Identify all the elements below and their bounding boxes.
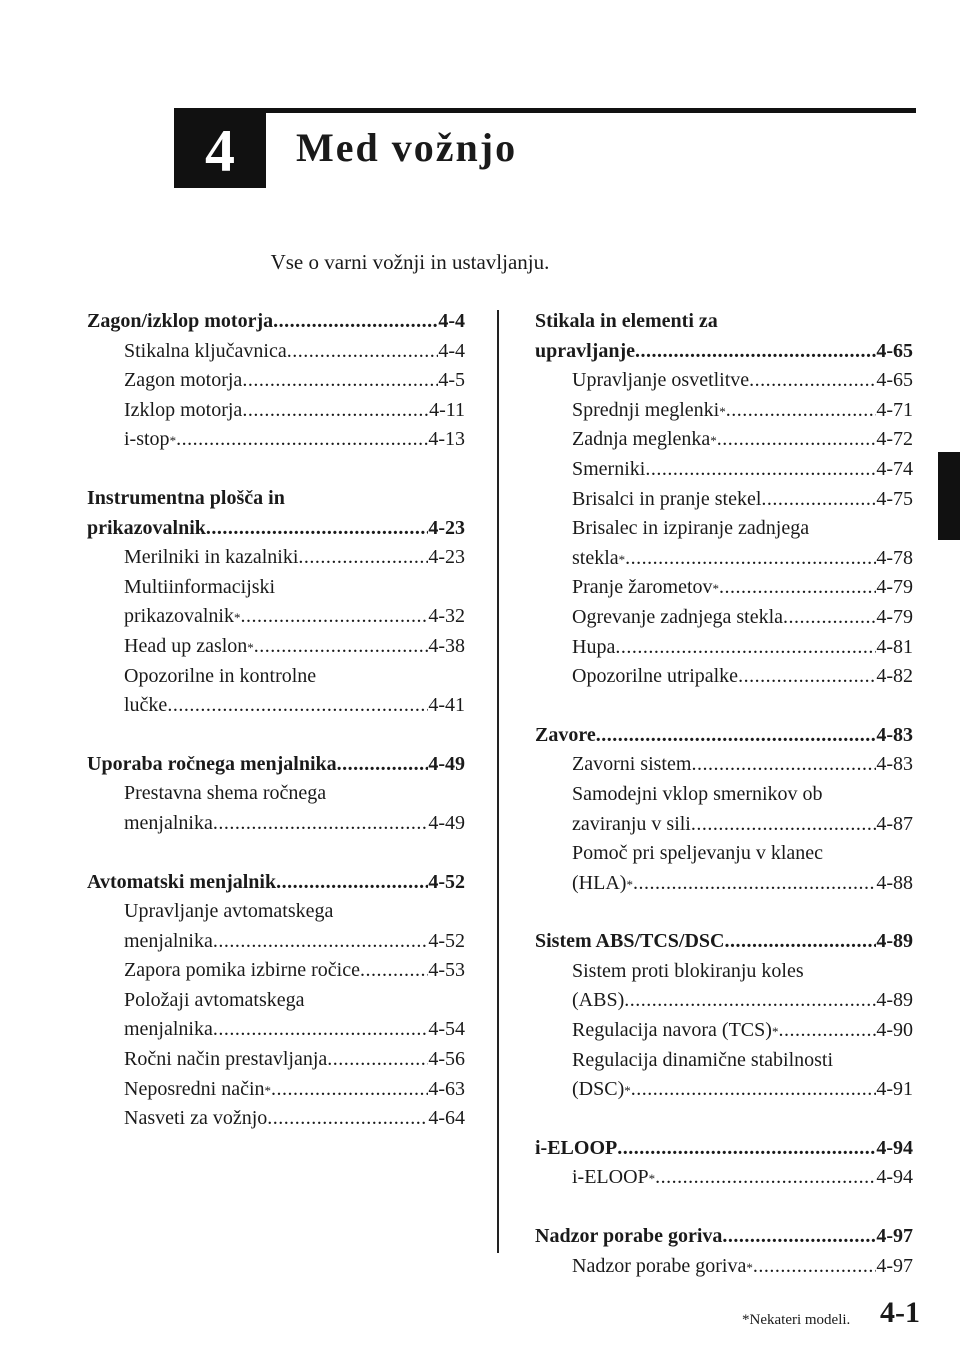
- toc-entry[interactable]: Pranje žarometov * ..... 4-79: [535, 573, 913, 603]
- dot-leader: [298, 543, 428, 573]
- toc-entry[interactable]: [535, 986, 913, 1016]
- toc-entry[interactable]: [87, 986, 465, 1016]
- toc-entry[interactable]: [535, 839, 913, 869]
- toc-entry-label: Uporaba ročnega menjalnika: [87, 752, 337, 775]
- toc-page-number: 4-56: [428, 1048, 465, 1071]
- toc-entry[interactable]: Nadzor porabe goriva * ..... 4-97: [535, 1252, 913, 1282]
- dot-leader: [645, 455, 876, 485]
- toc-entry-label: i-ELOOP: [535, 1136, 618, 1159]
- toc-page-number: 4-54: [428, 1018, 465, 1041]
- toc-entry-label: Zadnja meglenka: [572, 428, 711, 451]
- toc-entry[interactable]: [87, 573, 465, 603]
- toc-page-number: 4-4: [438, 339, 465, 362]
- toc-entry-label: Merilniki in kazalniki: [124, 546, 299, 569]
- toc-section-heading[interactable]: [535, 337, 913, 367]
- toc-entry[interactable]: stekla * ..... 4-78: [535, 544, 913, 574]
- toc-page-number: 4-71: [876, 398, 913, 421]
- toc-page-number: 4-11: [429, 398, 465, 421]
- dot-leader: [267, 1104, 428, 1134]
- chapter-top-rule: [174, 108, 916, 113]
- toc-page-number: 4-38: [428, 634, 465, 657]
- toc-entry-label: menjalnika: [124, 811, 213, 834]
- chapter-number-box: [174, 113, 266, 188]
- toc-section: [535, 927, 913, 1105]
- toc-page-number: 4-78: [876, 546, 913, 569]
- dot-leader: [615, 633, 876, 663]
- toc-section-heading[interactable]: [87, 750, 465, 780]
- toc-page-number: 4-82: [876, 665, 913, 688]
- dot-leader: [596, 721, 877, 751]
- toc-page-number: 4-81: [876, 635, 913, 658]
- dot-leader: [337, 750, 429, 780]
- dot-leader: [327, 1045, 428, 1075]
- toc-entry-label: Upravljanje avtomatskega: [124, 900, 334, 923]
- toc-entry-label: Ročni način prestavljanja: [124, 1048, 328, 1071]
- toc-section: [87, 750, 465, 839]
- toc-entry-label: Ogrevanje zadnjega stekla: [572, 605, 784, 628]
- dot-leader: [725, 927, 877, 957]
- dot-leader: [271, 1075, 428, 1105]
- dot-leader: [749, 366, 876, 396]
- toc-entry[interactable]: [535, 662, 913, 692]
- toc-section-heading[interactable]: [535, 1134, 913, 1164]
- toc-entry-label: prikazovalnik: [87, 516, 206, 539]
- toc-page-number: 4-63: [428, 1077, 465, 1100]
- toc-section: [87, 307, 465, 455]
- toc-page-number: 4-79: [876, 576, 913, 599]
- toc-entry-label: Stikala in elementi za: [535, 310, 718, 332]
- toc-page-number: 4-75: [876, 487, 913, 510]
- dot-leader: [273, 307, 438, 337]
- dot-leader: [726, 396, 877, 426]
- toc-entry[interactable]: [535, 810, 913, 840]
- toc-entry[interactable]: [535, 957, 913, 987]
- toc-entry-label: Nasveti za vožnjo: [124, 1107, 268, 1130]
- toc-section: [87, 484, 465, 721]
- toc-entry-label: menjalnika: [124, 1018, 213, 1041]
- toc-entry[interactable]: [87, 1045, 465, 1075]
- toc-entry[interactable]: [87, 1104, 465, 1134]
- toc-entry-label: Smerniki: [572, 457, 646, 480]
- dot-leader: [254, 632, 429, 662]
- toc-entry[interactable]: [87, 366, 465, 396]
- toc-left-column: [87, 307, 465, 1163]
- toc-entry[interactable]: i-stop * ..... 4-13: [87, 425, 465, 455]
- toc-entry[interactable]: [535, 780, 913, 810]
- toc-entry[interactable]: [87, 543, 465, 573]
- toc-entry[interactable]: [535, 1046, 913, 1076]
- dot-leader: [783, 603, 876, 633]
- toc-entry-label: i-stop: [124, 428, 170, 451]
- toc-entry[interactable]: [535, 633, 913, 663]
- toc-entry[interactable]: [87, 1015, 465, 1045]
- toc-section: [535, 1222, 913, 1281]
- dot-leader: [213, 1015, 428, 1045]
- dot-leader: [276, 868, 428, 898]
- toc-page-number: 4-13: [428, 428, 465, 451]
- toc-section: [87, 868, 465, 1134]
- dot-leader: [625, 544, 876, 574]
- toc-entry-label: (ABS): [572, 989, 625, 1012]
- toc-entry-label: Upravljanje osvetlitve: [572, 369, 750, 392]
- dot-leader: [287, 337, 439, 367]
- toc-entry[interactable]: [87, 691, 465, 721]
- toc-entry-label: Opozorilne utripalke: [572, 665, 739, 688]
- dot-leader: [176, 425, 428, 455]
- toc-entry-label: Nadzor porabe goriva: [572, 1254, 747, 1277]
- toc-entry[interactable]: [535, 514, 913, 544]
- toc-entry[interactable]: [535, 750, 913, 780]
- toc-page-number: 4-89: [876, 930, 913, 953]
- dot-leader: [617, 1134, 876, 1164]
- toc-entry-label: Regulacija dinamične stabilnosti: [572, 1048, 834, 1071]
- toc-page-number: 4-23: [428, 516, 465, 539]
- toc-entry-label: upravljanje: [535, 339, 635, 362]
- toc-entry-label: Avtomatski menjalnik: [87, 870, 277, 893]
- toc-right-column: [535, 307, 913, 1310]
- toc-entry[interactable]: [87, 927, 465, 957]
- toc-page-number: 4-83: [876, 753, 913, 776]
- toc-entry-label: Položaji avtomatskega: [124, 988, 305, 1011]
- toc-entry[interactable]: [87, 337, 465, 367]
- toc-entry-label: Samodejni vklop smernikov ob: [572, 782, 823, 805]
- toc-entry-label: Zagon/izklop motorja: [87, 310, 274, 332]
- dot-leader: [633, 869, 876, 899]
- dot-leader: [213, 809, 428, 839]
- toc-page-number: 4-94: [876, 1166, 913, 1189]
- footer-page-number: 4-1: [880, 1296, 920, 1329]
- toc-page-number: 4-32: [428, 605, 465, 628]
- toc-entry-label: Zagon motorja: [124, 369, 243, 392]
- toc-entry-label: Pomoč pri speljevanju v klanec: [572, 842, 824, 865]
- toc-section-heading[interactable]: [535, 927, 913, 957]
- toc-entry-label: menjalnika: [124, 929, 213, 952]
- toc-entry[interactable]: (DSC) * ..... 4-91: [535, 1075, 913, 1105]
- dot-leader: [206, 514, 428, 544]
- toc-section-heading[interactable]: [535, 721, 913, 751]
- chapter-number: 4: [205, 117, 235, 184]
- dot-leader: [719, 573, 876, 603]
- dot-leader: [624, 986, 876, 1016]
- toc-page-number: 4-74: [876, 457, 913, 480]
- toc-entry[interactable]: [87, 779, 465, 809]
- toc-entry-label: Sistem proti blokiranju koles: [572, 959, 804, 982]
- toc-page-number: 4-64: [428, 1107, 465, 1130]
- dot-leader: [242, 396, 429, 426]
- chapter-title: Med vožnjo: [296, 125, 518, 170]
- toc-entry-label: Pranje žarometov: [572, 576, 713, 599]
- toc-entry-label: Zapora pomika izbirne ročice: [124, 959, 360, 982]
- toc-entry[interactable]: Regulacija navora (TCS) * ..... 4-90: [535, 1016, 913, 1046]
- dot-leader: [761, 485, 876, 515]
- toc-page-number: 4-49: [428, 752, 465, 775]
- toc-page-number: 4-49: [428, 811, 465, 834]
- toc-entry[interactable]: prikazovalnik * ..... 4-32: [87, 602, 465, 632]
- toc-entry-label: Zavore: [535, 723, 596, 746]
- toc-entry[interactable]: [87, 396, 465, 426]
- toc-entry-label: zaviranju v sili: [572, 812, 691, 835]
- toc-page-number: 4-94: [876, 1136, 913, 1159]
- toc-section-heading[interactable]: [87, 868, 465, 898]
- column-divider: [497, 310, 499, 1253]
- toc-entry-label: Head up zaslon: [124, 634, 248, 657]
- dot-leader: [753, 1252, 876, 1282]
- toc-entry-label: (DSC): [572, 1078, 625, 1101]
- toc-entry-label: Brisalci in pranje stekel: [572, 487, 762, 510]
- toc-entry[interactable]: [535, 366, 913, 396]
- toc-page-number: 4-90: [876, 1019, 913, 1042]
- toc-section-heading[interactable]: [87, 307, 465, 337]
- toc-page-number: 4-88: [876, 871, 913, 894]
- dot-leader: [240, 602, 428, 632]
- chapter-subtitle: Vse o varni vožnji in ustavljanju.: [270, 250, 550, 274]
- toc-entry-label: prikazovalnik: [124, 605, 234, 628]
- toc-entry-label: Izklop motorja: [124, 398, 243, 421]
- toc-entry-label: Stikalna ključavnica: [124, 339, 287, 362]
- dot-leader: [691, 810, 876, 840]
- footer-note: *Nekateri modeli.: [742, 1312, 851, 1328]
- toc-entry-label: Prestavna shema ročnega: [124, 782, 327, 805]
- toc-page-number: 4-65: [876, 369, 913, 392]
- toc-entry[interactable]: (HLA) * ..... 4-88: [535, 869, 913, 899]
- dot-leader: [691, 750, 876, 780]
- toc-entry[interactable]: [87, 897, 465, 927]
- toc-entry-label: Nadzor porabe goriva: [535, 1225, 723, 1248]
- toc-page-number: 4-23: [428, 546, 465, 569]
- toc-section: [535, 721, 913, 899]
- toc-entry-label: Sistem ABS/TCS/DSC: [535, 930, 725, 953]
- toc-entry-label: Brisalec in izpiranje zadnjega: [572, 517, 810, 540]
- dot-leader: [167, 691, 428, 721]
- toc-section-heading[interactable]: [535, 1222, 913, 1252]
- toc-page-number: 4-53: [428, 959, 465, 982]
- toc-entry-label: Sprednji meglenki: [572, 398, 720, 421]
- toc-entry[interactable]: i-ELOOP * ..... 4-94: [535, 1163, 913, 1193]
- toc-entry-label: stekla: [572, 546, 619, 569]
- toc-entry[interactable]: [535, 485, 913, 515]
- dot-leader: [213, 927, 428, 957]
- toc-page-number: 4-52: [428, 929, 465, 952]
- dot-leader: [778, 1016, 876, 1046]
- toc-entry[interactable]: [87, 662, 465, 692]
- toc-entry-label: lučke: [124, 694, 168, 717]
- toc-page-number: 4-83: [876, 723, 913, 746]
- toc-entry-label: Regulacija navora (TCS): [572, 1019, 772, 1042]
- toc-page-number: 4-41: [428, 694, 465, 717]
- toc-entry-label: Zavorni sistem: [572, 753, 692, 776]
- toc-entry-label: Neposredni način: [124, 1077, 265, 1100]
- toc-page-number: 4-79: [876, 605, 913, 628]
- dot-leader: [738, 662, 876, 692]
- toc-entry[interactable]: [87, 956, 465, 986]
- toc-page-number: 4-5: [438, 369, 465, 392]
- dot-leader: [242, 366, 438, 396]
- toc-section-heading[interactable]: [87, 514, 465, 544]
- toc-entry[interactable]: Sprednji meglenki * ..... 4-71: [535, 396, 913, 426]
- dot-leader: [722, 1222, 876, 1252]
- toc-page-number: 4-97: [876, 1254, 913, 1277]
- toc-entry-label: Instrumentna plošča in: [87, 486, 285, 509]
- toc-entry[interactable]: Head up zaslon * ..... 4-38: [87, 632, 465, 662]
- dot-leader: [360, 956, 428, 986]
- toc-entry-label: Multiinformacijski: [124, 575, 276, 598]
- toc-entry-label: i-ELOOP: [572, 1166, 649, 1189]
- toc-section-heading[interactable]: [535, 307, 913, 337]
- toc-page-number: 4-97: [876, 1225, 913, 1248]
- toc-entry[interactable]: Zadnja meglenka * ..... 4-72: [535, 425, 913, 455]
- toc-page-number: 4-72: [876, 428, 913, 451]
- toc-section: [535, 307, 913, 692]
- dot-leader: [655, 1163, 876, 1193]
- toc-page-number: 4-52: [428, 870, 465, 893]
- toc-entry-label: Hupa: [572, 635, 616, 658]
- toc-entry[interactable]: [535, 603, 913, 633]
- dot-leader: [635, 337, 876, 367]
- toc-entry-label: (HLA): [572, 871, 627, 894]
- toc-page-number: 4-89: [876, 989, 913, 1012]
- dot-leader: [717, 425, 877, 455]
- toc-page-number: 4-4: [438, 310, 465, 332]
- toc-page-number: 4-65: [876, 339, 913, 362]
- toc-section-heading[interactable]: [87, 484, 465, 514]
- toc-entry[interactable]: Neposredni način * ..... 4-63: [87, 1075, 465, 1105]
- toc-page-number: 4-87: [876, 812, 913, 835]
- toc-entry[interactable]: [87, 809, 465, 839]
- toc-entry[interactable]: [535, 455, 913, 485]
- toc-page-number: 4-91: [876, 1078, 913, 1101]
- dot-leader: [631, 1075, 877, 1105]
- toc-section: [535, 1134, 913, 1193]
- toc-entry-label: Opozorilne in kontrolne: [124, 664, 317, 687]
- chapter-side-tab: [938, 452, 960, 540]
